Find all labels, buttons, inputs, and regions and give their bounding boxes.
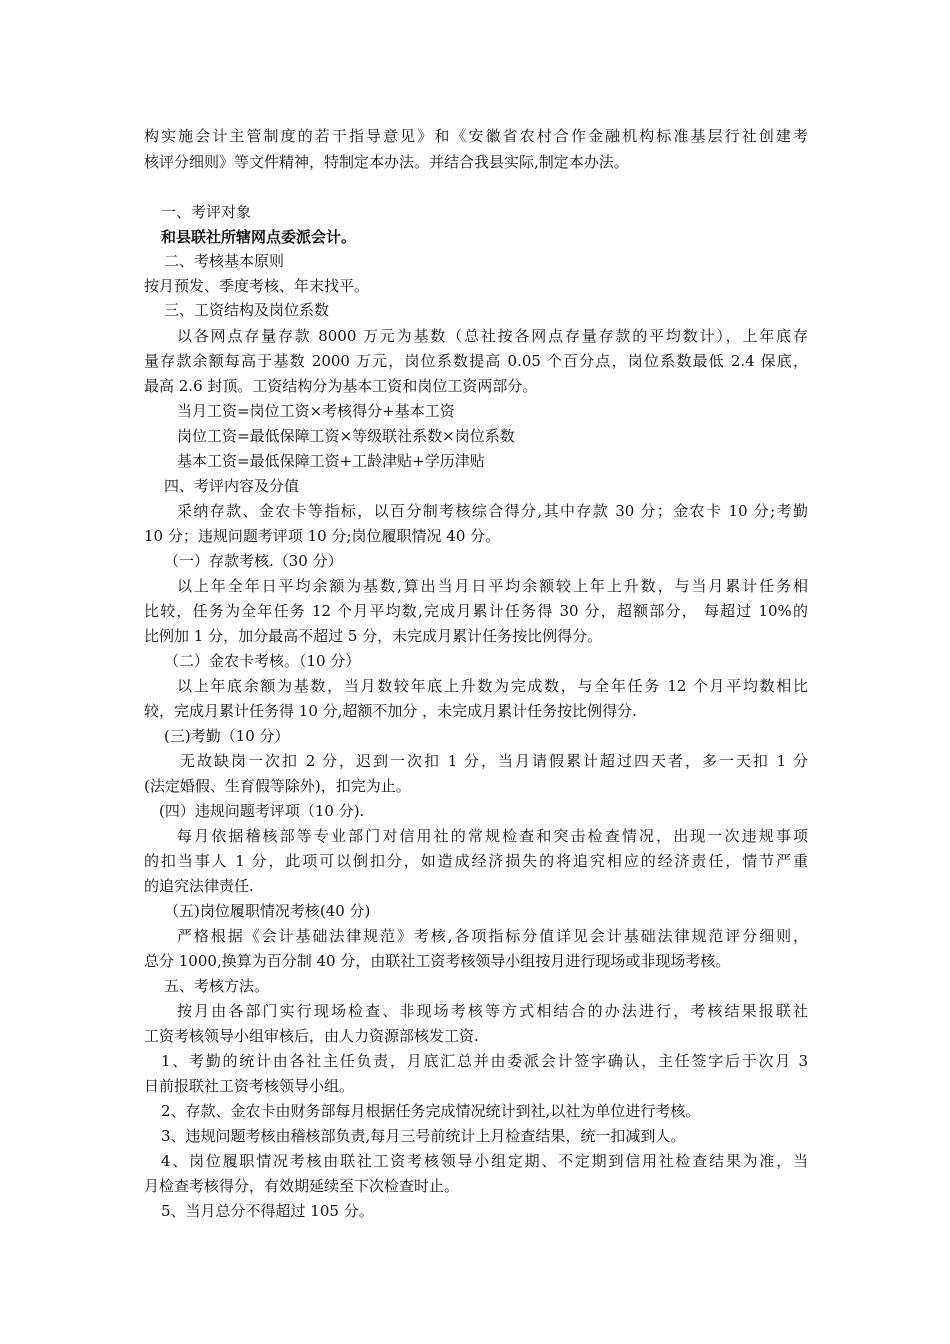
subsection-2-line: 较，完成月累计任务得 10 分,超额不加分 ，未完成月累计任务按比例得分.: [144, 702, 637, 720]
method-item-1-line: 1、考勤的统计由各社主任负责，月底汇总并由委派会计签字确认，主任签字后于次月 3: [161, 1052, 808, 1070]
section-1-body: 和县联社所辖网点委派会计。: [161, 228, 357, 246]
section-5-line: 按月由各部门实行现场检查、非现场考核等方式相结合的办法进行，考核结果报联社: [177, 1002, 808, 1020]
subsection-5-heading: （五)岗位履职情况考核(40 分): [164, 902, 371, 920]
subsection-3-line: 无故缺岗一次扣 2 分，迟到一次扣 1 分，当月请假累计超过四天者，多一天扣 1 分: [180, 752, 808, 770]
section-4-line: 采纳存款、金农卡等指标，以百分制考核综合得分,其中存款 30 分；金农卡 10 分;考勤: [177, 502, 808, 520]
method-item-3: 3、违规问题考核由稽核部负责,每月三号前统计上月检查结果，统一扣减到人。: [161, 1127, 686, 1145]
section-5-heading: 五、考核方法。: [164, 977, 270, 995]
section-2-heading: 二、考核基本原则: [164, 252, 285, 270]
section-3-line: 量存款余额每高于基数 2000 万元，岗位系数提高 0.05 个百分点，岗位系数最低 2.4 保底，: [144, 352, 808, 370]
section-1-heading: 一、考评对象: [161, 203, 252, 221]
subsection-4-line: 的追究法律责任.: [144, 877, 254, 895]
subsection-2-heading: （二）金农卡考核。（10 分）: [164, 652, 361, 670]
method-item-4-line: 月检查考核得分，有效期延续至下次检查时止。: [144, 1177, 460, 1195]
section-4-heading: 四、考评内容及分值: [164, 477, 300, 495]
method-item-4-line: 4、岗位履职情况考核由联社工资考核领导小组定期、不定期到信用社检查结果为准，当: [161, 1152, 808, 1170]
formula-line: 岗位工资=最低保障工资×等级联社系数×岗位系数: [177, 427, 515, 445]
subsection-1-heading: （一）存款考核.（30 分）: [164, 552, 343, 570]
formula-line: 基本工资=最低保障工资+工龄津贴+学历津贴: [177, 452, 485, 470]
formula-line: 当月工资=岗位工资×考核得分+基本工资: [177, 402, 455, 420]
subsection-1-line: 比例加 1 分，加分最高不超过 5 分，未完成月累计任务按比例得分。: [144, 627, 603, 645]
section-5-line: 工资考核领导小组审核后，由人力资源部核发工资.: [144, 1027, 479, 1045]
subsection-2-line: 以上年底余额为基数，当月数较年底上升数为完成数，与全年任务 12 个月平均数相比: [177, 677, 808, 695]
intro-line: 核评分细则》等文件精神，特制定本办法。并结合我县实际,制定本办法。: [144, 153, 629, 171]
subsection-1-line: 以上年全年日平均余额为基数,算出当月日平均余额较上年上升数，与当月累计任务相: [177, 577, 808, 595]
method-item-5: 5、当月总分不得超过 105 分。: [161, 1202, 374, 1220]
section-4-line: 10 分；违规问题考评项 10 分;岗位履职情况 40 分。: [144, 527, 501, 545]
subsection-4-line: 的扣当事人 1 分，此项可以倒扣分，如造成经济损失的将追究相应的经济责任，情节严重: [144, 852, 808, 870]
section-3-heading: 三、工资结构及岗位系数: [164, 301, 330, 319]
method-item-1-line: 日前报联社工资考核领导小组。: [144, 1077, 355, 1095]
method-item-2: 2、存款、金农卡由财务部每月根据任务完成情况统计到社,以社为单位进行考核。: [161, 1102, 701, 1120]
subsection-3-line: (法定婚假、生育假等除外)，扣完为止。: [144, 777, 411, 795]
section-2-body: 按月预发、季度考核、年末找平。: [144, 277, 370, 295]
section-3-line: 以各网点存量存款 8000 万元为基数（总社按各网点存量存款的平均数计），上年底存: [177, 327, 808, 345]
subsection-1-line: 比较，任务为全年任务 12 个月平均数,完成月累计任务得 30 分，超额部分， 每超过 10%的: [144, 602, 808, 620]
subsection-4-line: 每月依据稽核部等专业部门对信用社的常规检查和突击检查情况，出现一次违规事项: [177, 827, 808, 845]
section-3-line: 最高 2.6 封顶。工资结构分为基本工资和岗位工资两部分。: [144, 377, 538, 395]
intro-line: 构实施会计主管制度的若干指导意见》和《安徽省农村合作金融机构标准基层行社创建考: [144, 127, 808, 145]
subsection-5-line: 总分 1000,换算为百分制 40 分，由联社工资考核领导小组按月进行现场或非现场考核。: [144, 952, 731, 970]
subsection-5-line: 严格根据《会计基础法律规范》考核,各项指标分值详见会计基础法律规范评分细则，: [177, 927, 808, 945]
subsection-4-heading: (四）违规问题考评项（10 分).: [159, 802, 365, 820]
subsection-3-heading: (三)考勤（10 分）: [164, 727, 290, 745]
